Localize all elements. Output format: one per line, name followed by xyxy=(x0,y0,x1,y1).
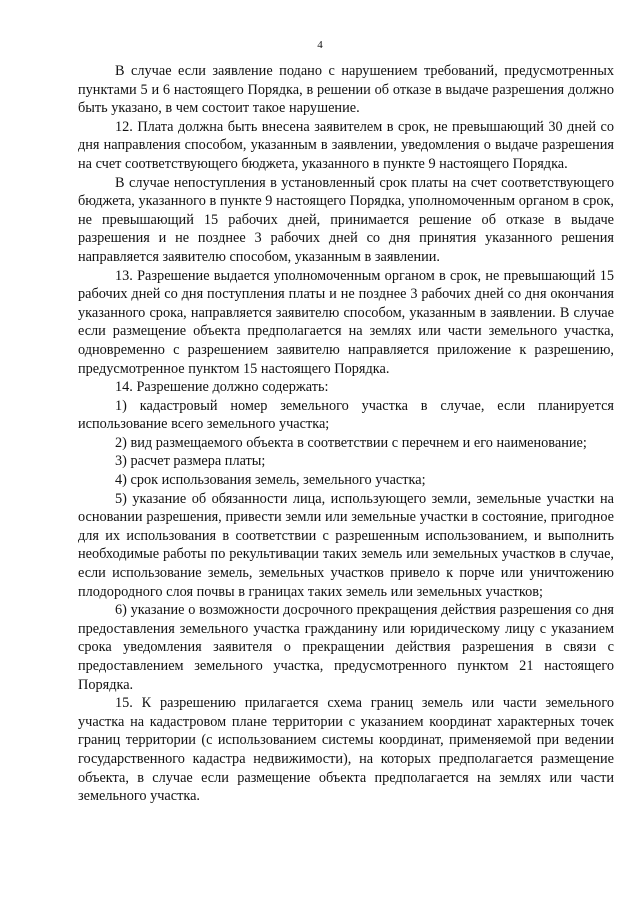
list-item: 2) вид размещаемого объекта в соответствии с перечнем и его наименование; xyxy=(115,434,587,451)
paragraph: 12. Плата должна быть внесена заявителем в срок, не превышающий 30 дней со дня направления способом, указанным в заявлении, уведомления о выдаче разрешения на счет соответствующего бюджета, указанного в пункте 9 настоящего Порядка. xyxy=(78,118,614,172)
paragraph: В случае непоступления в установленный срок платы на счет соответствующего бюджета, указанного в пункте 9 настоящего Порядка, уполномоченным органом в срок, не превышающий 15 рабочих дней, принимается решение об отказе в выдаче разрешения и не позднее 3 рабочих дней со дня принятия указанного решения направляется заявителю способом, указанным в заявлении. xyxy=(78,174,614,265)
paragraph: 13. Разрешение выдается уполномоченным органом в срок, не превышающий 15 рабочих дней со дня поступления платы и не позднее 3 рабочих дней со дня окончания указанного срока, направляется заявителю способом, указанным в заявлении. В случае если размещение объекта предполагается на землях или части земельного участка, одновременно с разрешением заявителю направляется приложение к разрешению, предусмотренное пунктом 15 настоящего Порядка. xyxy=(78,267,614,377)
document-body xyxy=(78,62,614,806)
list-item: 1) кадастровый номер земельного участка в случае, если планируется использование всего земельного участка; xyxy=(78,397,614,433)
paragraph: 15. К разрешению прилагается схема границ земель или части земельного участка на кадастровом плане территории с указанием координат характерных точек границ территории (с использованием системы координат, применяемой при ведении государственного кадастра недвижимости), на которых предполагается размещение объекта, в случае если размещение объекта предполагается на землях или части земельного участка. xyxy=(78,695,614,805)
list-item: 3) расчет размера платы; xyxy=(115,453,266,470)
page-number: 4 xyxy=(317,39,323,51)
list-item: 6) указание о возможности досрочного прекращения действия разрешения со дня предоставления земельного участка гражданину или юридическому лицу с указанием срока уведомления заявителя о прекращении действия разрешения в связи с предоставлением земельного участка, предусмотренного пунктом 21 настоящего Порядка. xyxy=(78,602,614,693)
paragraph: В случае если заявление подано с нарушением требований, предусмотренных пунктами 5 и 6 настоящего Порядка, в решении об отказе в выдаче разрешения должно быть указано, в чем состоит такое нарушение. xyxy=(78,63,614,117)
list-item: 5) указание об обязанности лица, использующего земли, земельные участки на основании разрешения, привести земли или земельные участки в состояние, пригодное для их использования в соответствии с разрешенным использованием, и выполнить необходимые работы по рекультивации таких земель или земельных участков в случае, если использование земель, земельных участков привело к порче или уничтожению плодородного слоя почвы в границах таких земель или земельных участков; xyxy=(78,490,614,600)
paragraph: 14. Разрешение должно содержать: xyxy=(115,379,329,396)
list-item: 4) срок использования земель, земельного участка; xyxy=(115,472,426,489)
